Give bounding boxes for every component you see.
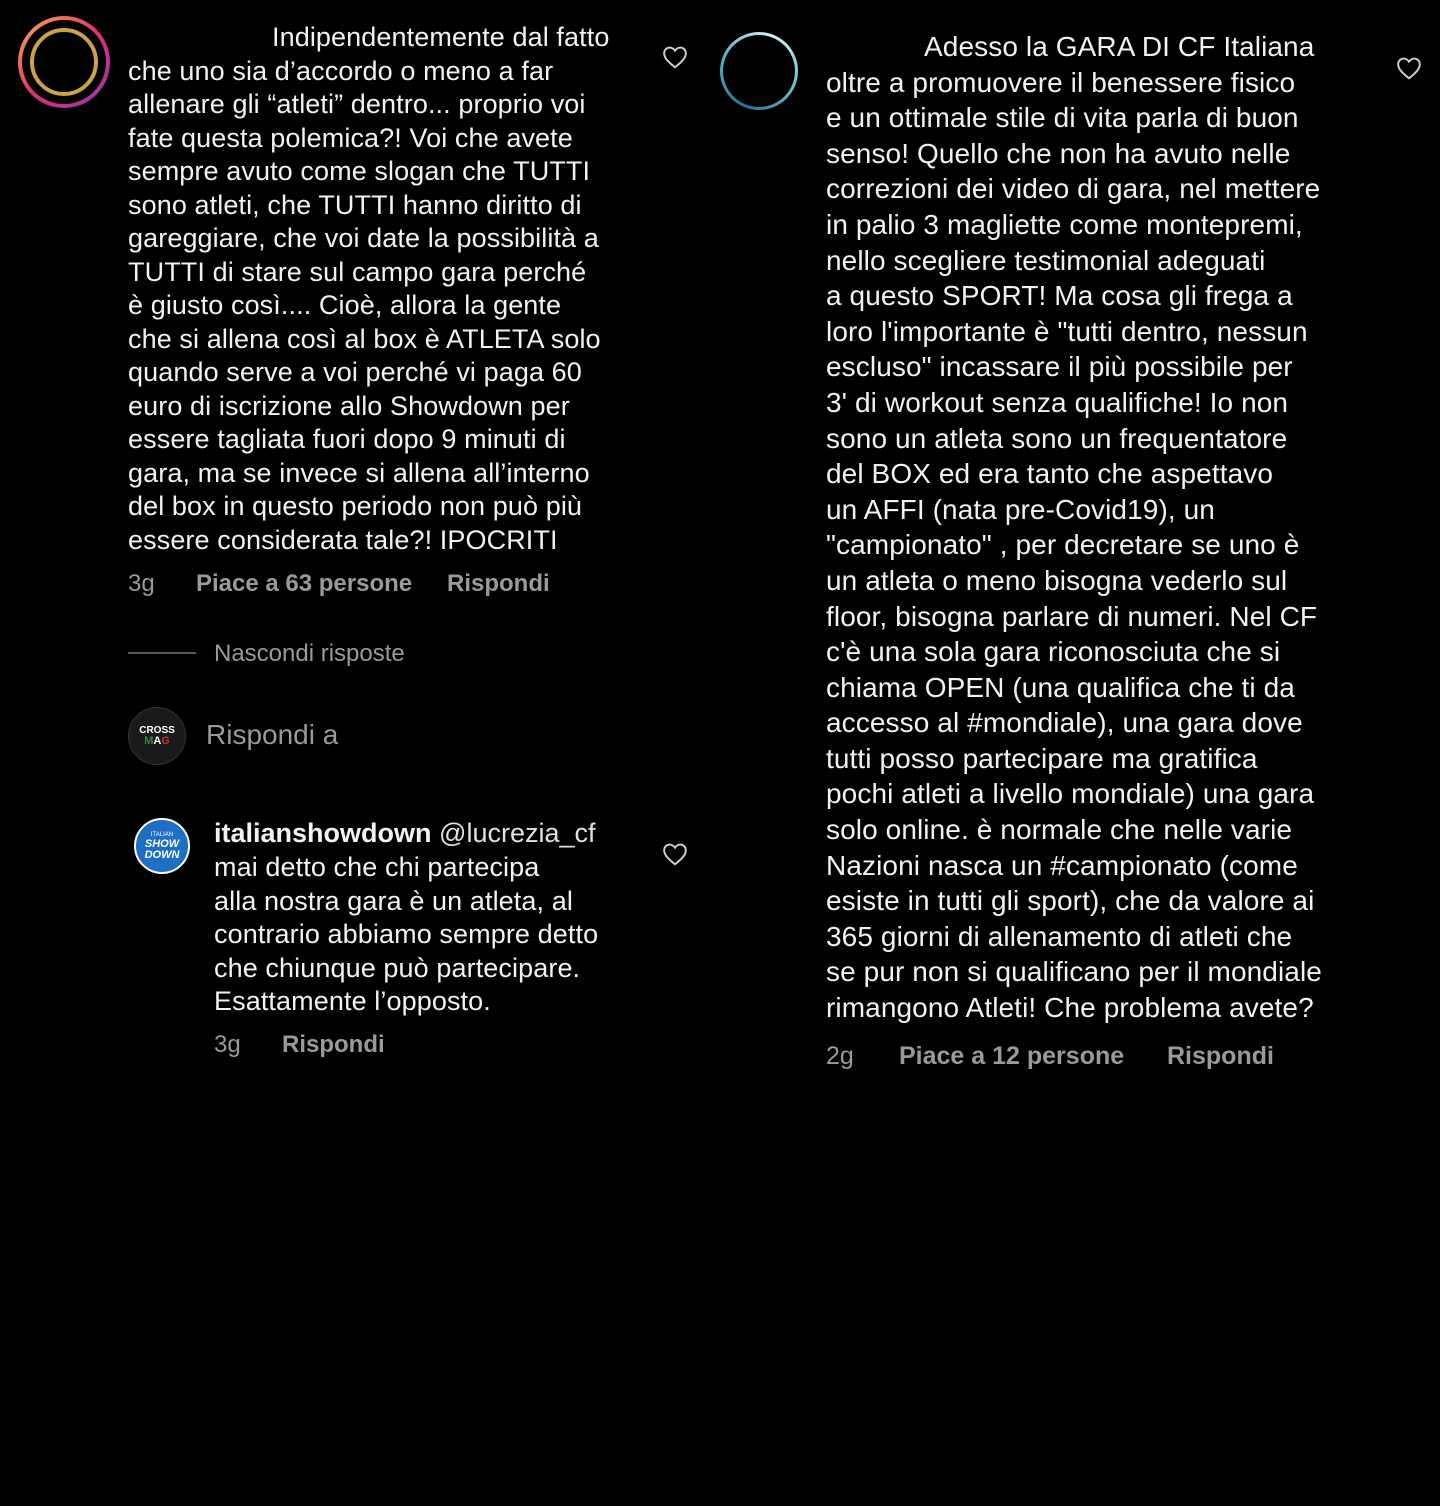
right-comment-age: 2g [826, 1042, 854, 1070]
reply-text: mai detto che chi partecipa alla nostra gara è un atleta, al contrario abbiamo sempre detto che chiunque può partecipare. Esattamente l’opposto. [214, 852, 599, 1016]
own-avatar-logo-top: CROSS [139, 724, 175, 736]
heart-outline-icon [662, 842, 688, 866]
right-likes-count-label: Piace a 12 persone [899, 1042, 1125, 1070]
reply-avatar-logo-bottom: DOWN [144, 848, 180, 861]
right-reply-label: Rispondi [1167, 1042, 1274, 1070]
right-comment-likes-link[interactable] [899, 1042, 1124, 1071]
comment-text: Indipendentemente dal fatto che uno sia d’accordo o meno a far allenare gli “atleti” dentro... proprio voi fate questa polemica?! Voi che avete sempre avuto come slogan che TUTTI sono atleti, che TUTTI hanno diritto di gareggiare, che voi date la possibilità a TUTTI di stare sul campo gara perché è giusto così.... Cioè, allora la gente che si allena così al box è ATLETA solo quando serve a voi perché vi paga 60 euro di iscrizione allo Showdown per essere tagliata fuori dopo 9 minuti di gara, ma se invece si allena all’interno del box in questo periodo non può più essere considerata tale?! IPOCRITI [128, 22, 610, 555]
heart-outline-icon [662, 45, 688, 69]
reply-avatar-logo-mid: SHOW [144, 837, 180, 850]
reply-label: Rispondi [447, 570, 550, 597]
right-commenter-avatar[interactable] [720, 32, 798, 110]
like-reply-button[interactable] [662, 842, 690, 868]
hide-replies-divider [128, 652, 196, 654]
right-reply-button[interactable] [1167, 1042, 1274, 1071]
comment-likes-link[interactable] [196, 570, 412, 598]
right-like-comment-button[interactable] [1396, 56, 1424, 82]
comment-age: 3g [128, 570, 155, 597]
commenter-avatar[interactable] [18, 16, 110, 108]
reply-button[interactable] [447, 570, 550, 598]
reply-header [214, 817, 596, 851]
own-avatar-logo-bottom: MAG [144, 734, 170, 747]
reply-reply-button[interactable] [282, 1031, 385, 1059]
reply-mention[interactable]: @lucrezia_cf [439, 818, 596, 848]
reply-username[interactable]: italianshowdown [214, 818, 432, 848]
likes-count-label: Piace a 63 persone [196, 570, 413, 597]
reply-reply-label: Rispondi [282, 1031, 385, 1058]
own-avatar [128, 707, 186, 765]
right-comment-text: Adesso la GARA DI CF Italiana oltre a promuovere il benessere fisico e un ottimale stile di vita parla di buon senso! Quello che non ha avuto nelle correzioni dei video di gara, nel mettere in palio 3 magliette come montepremi, nello scegliere testimonial adeguati a questo SPORT! Ma cosa gli frega a loro l'importante è "tutti dentro, nessun escluso" incassare il più possibile per 3' di workout senza qualifiche! Io non sono un atleta sono un frequentatore del BOX ed era tanto che aspettavo un AFFI (nata pre-Covid19), un "campionato" , per decretare se uno è un atleta o meno bisogna vederlo sul floor, bisogna parlare di numeri. Nel CF c'è una sola gara riconosciuta che si chiama OPEN (una qualifica che ti da accesso al #mondiale), una gara dove tutti posso partecipare ma gratifica pochi atleti a livello mondiale) una gara solo online. è normale che nelle varie Nazioni nasca un #campionato (come esiste in tutti gli sport), che da valore ai 365 giorni di allenamento di atleti che se pur non si qualificano per il mondiale rimangono Atleti! Che problema avete? [826, 31, 1322, 1024]
reply-input[interactable]: Rispondi a [206, 719, 339, 750]
hide-replies-button[interactable]: Nascondi risposte [214, 640, 405, 667]
like-comment-button[interactable] [662, 45, 690, 71]
reply-avatar-logo-top: ITALIAN [150, 831, 174, 838]
reply-author-avatar[interactable] [134, 818, 190, 874]
reply-age: 3g [214, 1031, 241, 1058]
heart-outline-icon [1396, 56, 1422, 80]
